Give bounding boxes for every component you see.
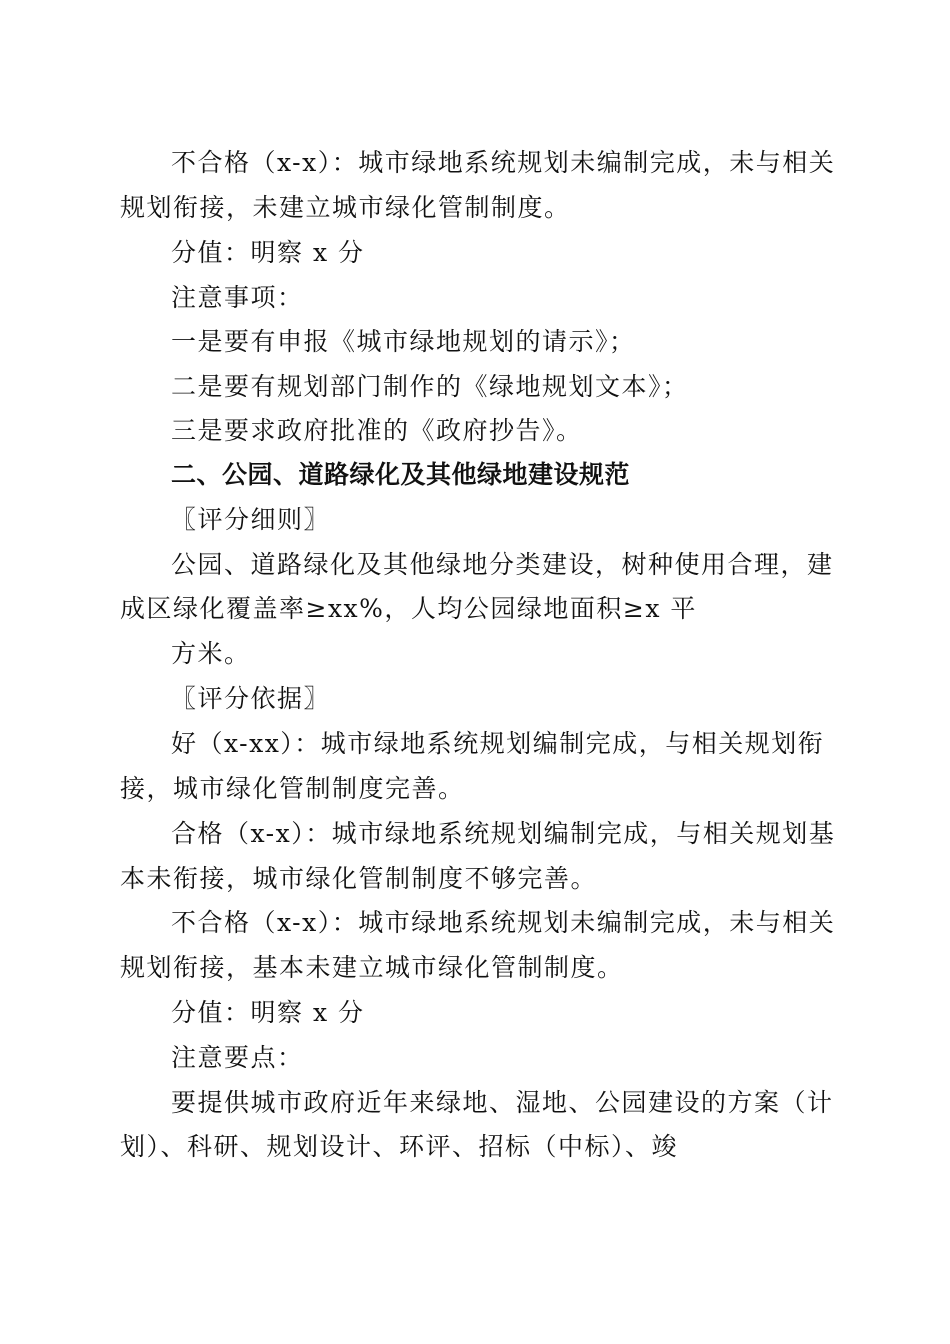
paragraph-line: 规划衔接，未建立城市绿化管制制度。 (120, 193, 571, 222)
paragraph-line: 接，城市绿化管制制度完善。 (120, 774, 465, 803)
note-item: 二是要有规划部门制作的《绿地规划文本》； (171, 372, 689, 401)
paragraph-line: 要提供城市政府近年来绿地、湿地、公园建设的方案（计 (171, 1088, 834, 1117)
paragraph-line: 不合格（x-x）：城市绿地系统规划未编制完成，未与相关 (171, 148, 836, 177)
paragraph-line: 方米。 (171, 639, 251, 668)
score-line: 分值：明察 x 分 (171, 238, 365, 267)
paragraph-line: 合格（x-x）：城市绿地系统规划编制完成，与相关规划基 (171, 819, 836, 848)
note-item: 一是要有申报《城市绿地规划的请示》； (171, 327, 636, 356)
paragraph-line: 公园、道路绿化及其他绿地分类建设，树种使用合理，建 (171, 550, 834, 579)
paragraph-line: 划）、科研、规划设计、环评、招标（中标）、竣 (120, 1132, 679, 1161)
paragraph-line: 本未衔接，城市绿化管制制度不够完善。 (120, 864, 598, 893)
paragraph-line: 好（x-xx）：城市绿地系统规划编制完成，与相关规划衔 (171, 729, 825, 758)
section-heading: 二、公园、道路绿化及其他绿地建设规范 (171, 460, 631, 489)
note-item: 三是要求政府批准的《政府抄告》。 (171, 416, 583, 445)
subsection-label: 〖评分依据〗 (171, 684, 331, 713)
notes-label: 注意事项： (171, 283, 304, 312)
notes-label: 注意要点： (171, 1043, 304, 1072)
paragraph-line: 成区绿化覆盖率≥xx%，人均公园绿地面积≥x 平 (120, 594, 697, 623)
paragraph-line: 不合格（x-x）：城市绿地系统规划未编制完成，未与相关 (171, 908, 836, 937)
score-line: 分值：明察 x 分 (171, 998, 365, 1027)
paragraph-line: 规划衔接，基本未建立城市绿化管制制度。 (120, 953, 624, 982)
subsection-label: 〖评分细则〗 (171, 505, 331, 534)
